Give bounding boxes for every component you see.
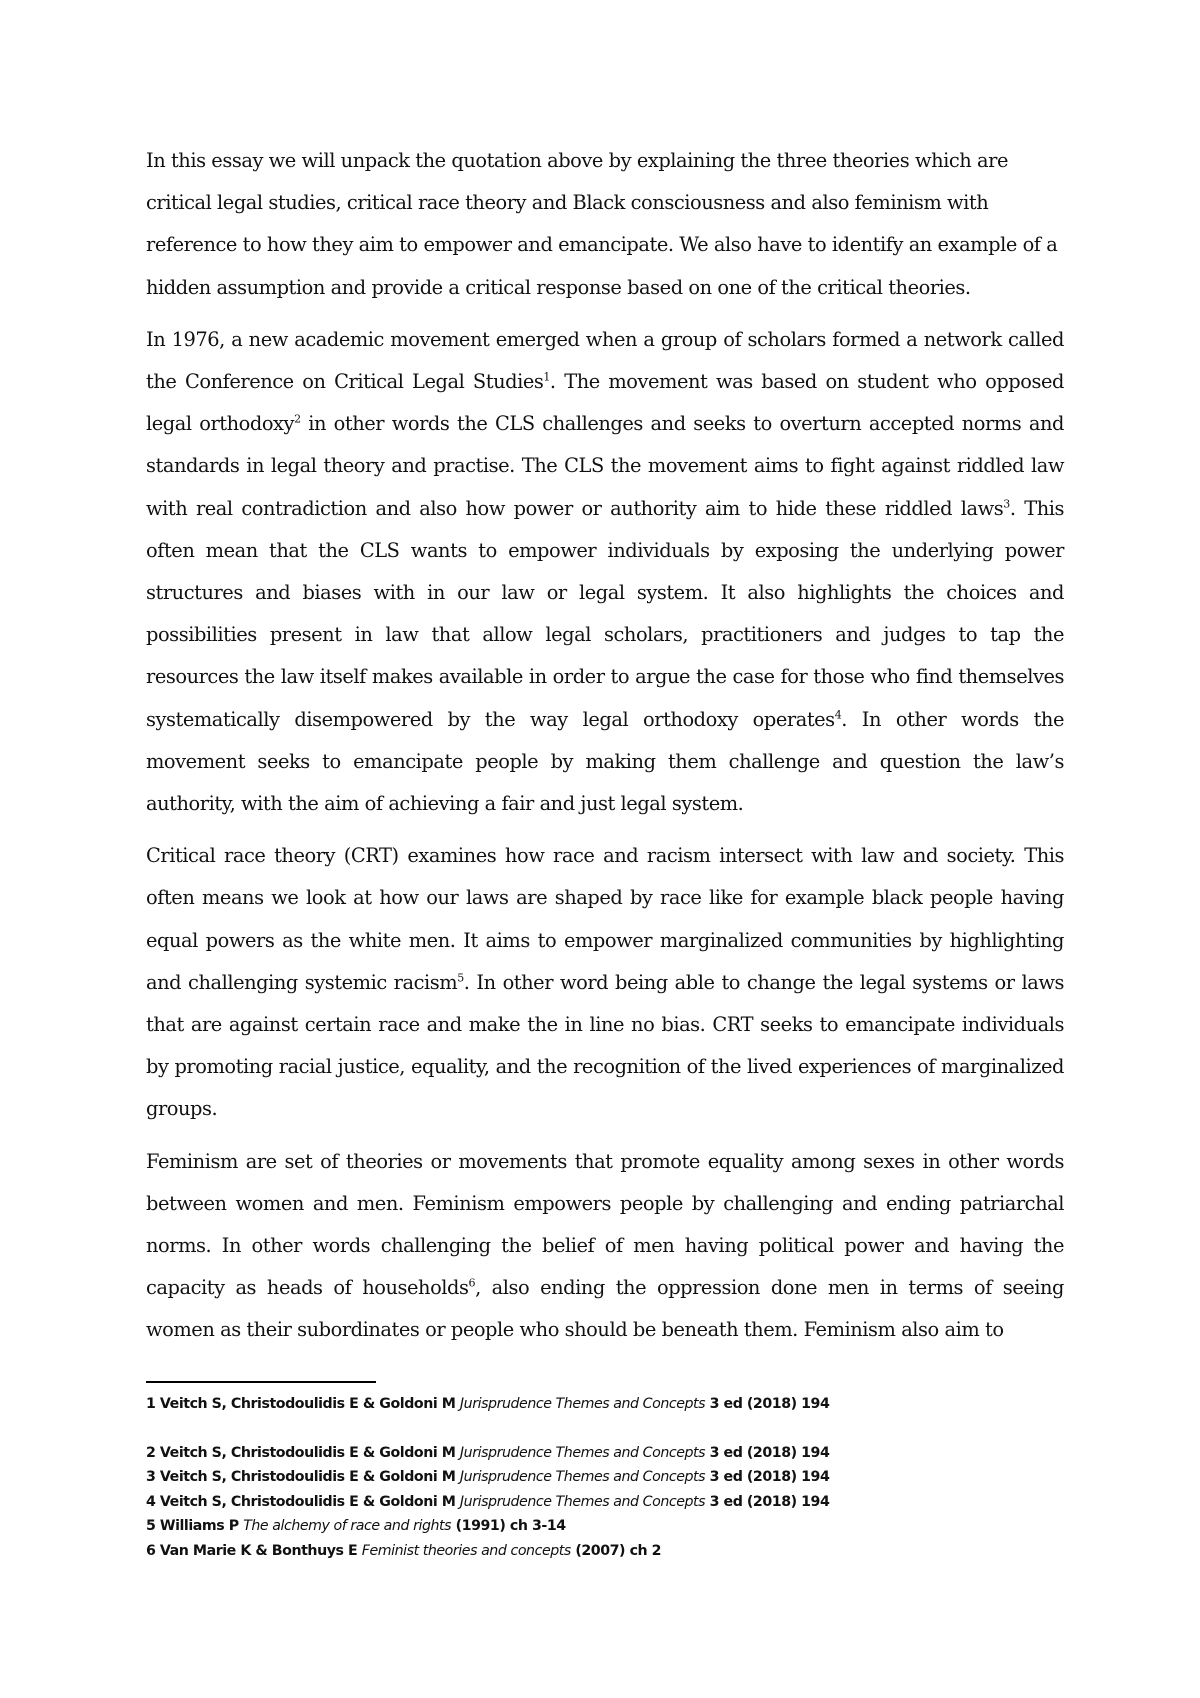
footnote: [146, 1392, 1066, 1417]
footnote-text: 4 Veitch S, Christodoulidis E & Goldoni M: [146, 1493, 460, 1510]
footnote-title: Jurisprudence Themes and Concepts: [459, 1493, 706, 1510]
footnote-text: (2007) ch 2: [570, 1542, 662, 1559]
footnote-ref: 2: [294, 412, 301, 426]
footnote-ref: 4: [834, 708, 842, 722]
footnote-text: 3 Veitch S, Christodoulidis E & Goldoni M: [146, 1469, 460, 1485]
footnote: [146, 1514, 1066, 1539]
text-segment: . The movement was based on student who opposed legal orthodoxy: [146, 370, 1064, 436]
footnote-text: 3 ed (2018) 194: [705, 1444, 830, 1461]
footnote-ref: 1: [543, 370, 550, 384]
text-segment: In this essay we will unpack the quotation above by explaining the three theories which are critical legal studies, critical race theory and Black consciousness and also feminism with reference to how they aim to empower and emancipate. We also have to identify an example of a hidden assumption and provide a critical response based on one of the critical theories.: [146, 149, 1058, 299]
footnote: [146, 1539, 1066, 1564]
text-segment: Critical race theory (CRT) examines how race and racism intersect with law and society. This often means we look at how our laws are shaped by race like for example black people having equal powers as the white men. It aims to empower marginalized communities by highlighting and challenging systemic racism: [146, 844, 1064, 994]
footnote-title: Jurisprudence Themes and Concepts: [459, 1396, 706, 1412]
footnote-text: 3 ed (2018) 194: [705, 1493, 830, 1510]
text-segment: . In other word being able to change the legal systems or laws that are against certain race and make the in line no bias. CRT seeks to emancipate individuals by promoting racial justice, equality, and the recognition of the lived experiences of marginalized groups.: [146, 970, 1064, 1121]
footnote-title: Jurisprudence Themes and Concepts: [459, 1444, 706, 1461]
footnote-ref: 5: [457, 971, 464, 985]
paragraph: [146, 835, 1064, 1130]
footnote-title: Feminist theories and concepts: [361, 1542, 571, 1559]
footnote-ref: 6: [468, 1276, 476, 1290]
footnotes: [146, 1392, 1066, 1563]
paragraph: [146, 140, 1064, 309]
footnote-text: 1 Veitch S, Christodoulidis E & Goldoni M: [146, 1396, 460, 1412]
footnote-text: 5 Williams P: [146, 1518, 244, 1534]
text-segment: In 1976, a new academic movement emerged when a group of scholars formed a network called the Conference on Critical Legal Studies: [146, 327, 1064, 394]
footnote-title: The alchemy of race and rights: [243, 1518, 452, 1534]
text-segment: . In other words the movement seeks to emancipate people by making them challenge and question the law’s authority, with the aim of achieving a fair and just legal system.: [146, 707, 1064, 816]
paragraph: [146, 319, 1064, 825]
footnote-text: 3 ed (2018) 194: [705, 1469, 830, 1485]
footnote: [146, 1465, 1066, 1490]
footnote-separator: [146, 1381, 376, 1383]
text-segment: Feminism are set of theories or movements that promote equality among sexes in other words between women and men. Feminism empowers people by challenging and ending patriarchal norms. In other words challenging the belief of men having political power and having the capacity as heads of households: [146, 1149, 1064, 1300]
footnote-ref: 3: [1003, 497, 1010, 511]
text-segment: , also ending the oppression done men in terms of seeing women as their subordinates or people who should be beneath them. Feminism also aim to: [146, 1276, 1064, 1342]
footnote-text: 3 ed (2018) 194: [705, 1396, 830, 1412]
footnote: [146, 1490, 1066, 1515]
body-text: [146, 140, 1064, 1362]
footnote: [146, 1441, 1066, 1466]
footnote-text: 6 Van Marie K & Bonthuys E: [146, 1542, 362, 1559]
paragraph: [146, 1141, 1064, 1352]
footnote-text: 2 Veitch S, Christodoulidis E & Goldoni M: [146, 1444, 460, 1461]
text-segment: . This often mean that the CLS wants to empower individuals by exposing the underlying power structures and biases with in our law or legal system. It also highlights the choices and possibilities present in law that allow legal scholars, practitioners and judges to tap the resources the law itself makes available in order to argue the case for those who find themselves systematically disempowered by the way legal orthodoxy operates: [146, 496, 1064, 731]
footnote-text: (1991) ch 3-14: [451, 1518, 566, 1534]
footnote-title: Jurisprudence Themes and Concepts: [459, 1469, 706, 1485]
text-segment: in other words the CLS challenges and seeks to overturn accepted norms and standards in legal theory and practise. The CLS the movement aims to fight against riddled law with real contradiction and also how power or authority aim to hide these riddled laws: [146, 412, 1064, 520]
